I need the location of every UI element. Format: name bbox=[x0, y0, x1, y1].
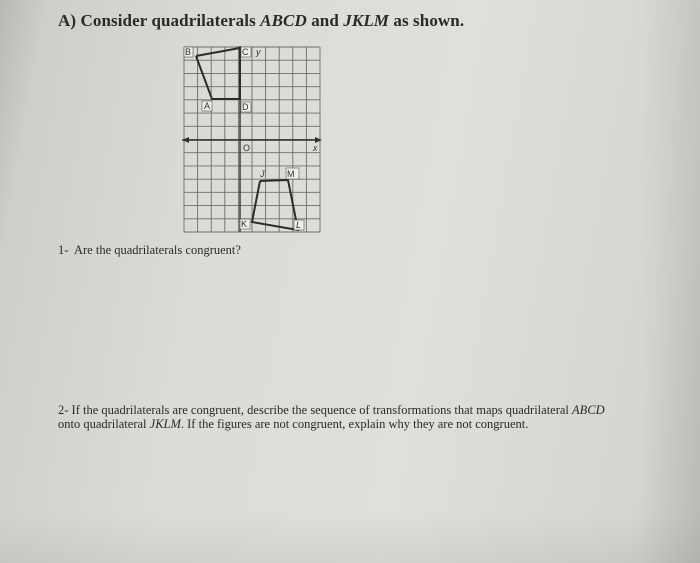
x-axis-arrow-left bbox=[182, 137, 189, 143]
title-suffix: as shown. bbox=[389, 11, 465, 30]
title-shape-abcd: ABCD bbox=[260, 11, 307, 30]
quadrilateral-jklm bbox=[252, 180, 298, 230]
title-prefix: A) Consider quadrilaterals bbox=[58, 11, 261, 30]
question-2-number: 2- bbox=[58, 403, 69, 417]
label-k: K bbox=[241, 219, 248, 229]
question-2-shape-jklm: JKLM bbox=[149, 417, 181, 431]
question-2-line-2-suffix: . If the figures are not congruent, explain why they are not congruent. bbox=[180, 417, 529, 431]
question-2 bbox=[58, 403, 678, 431]
page-shadow-bottom bbox=[0, 513, 700, 563]
label-m: M bbox=[287, 169, 295, 179]
label-b: B bbox=[185, 47, 192, 57]
question-2-line-1-text: If the quadrilaterals are congruent, describe the sequence of transformations that maps quadrilateral bbox=[71, 403, 573, 417]
question-2-shape-abcd: ABCD bbox=[572, 403, 605, 417]
label-a: A bbox=[204, 101, 211, 111]
coordinate-grid-svg bbox=[180, 44, 325, 236]
coordinate-grid-figure bbox=[180, 44, 325, 236]
label-y: y bbox=[256, 47, 261, 57]
title-middle: and bbox=[306, 11, 344, 30]
question-2-line-1 bbox=[58, 403, 678, 417]
label-c: C bbox=[242, 47, 249, 57]
label-origin: O bbox=[243, 143, 251, 153]
label-x: x bbox=[313, 143, 318, 153]
page-shadow-right bbox=[640, 0, 700, 563]
label-l: L bbox=[296, 220, 302, 230]
question-1-number: 1- bbox=[58, 243, 69, 257]
title-shape-jklm: JKLM bbox=[343, 11, 390, 30]
problem-title bbox=[58, 11, 464, 31]
question-2-line-2 bbox=[58, 417, 678, 431]
label-d: D bbox=[242, 102, 249, 112]
question-1-text: Are the quadrilaterals congruent? bbox=[73, 243, 241, 257]
label-j: J bbox=[260, 169, 265, 179]
question-2-line-2-text: onto quadrilateral bbox=[58, 417, 150, 431]
question-1 bbox=[58, 243, 241, 258]
